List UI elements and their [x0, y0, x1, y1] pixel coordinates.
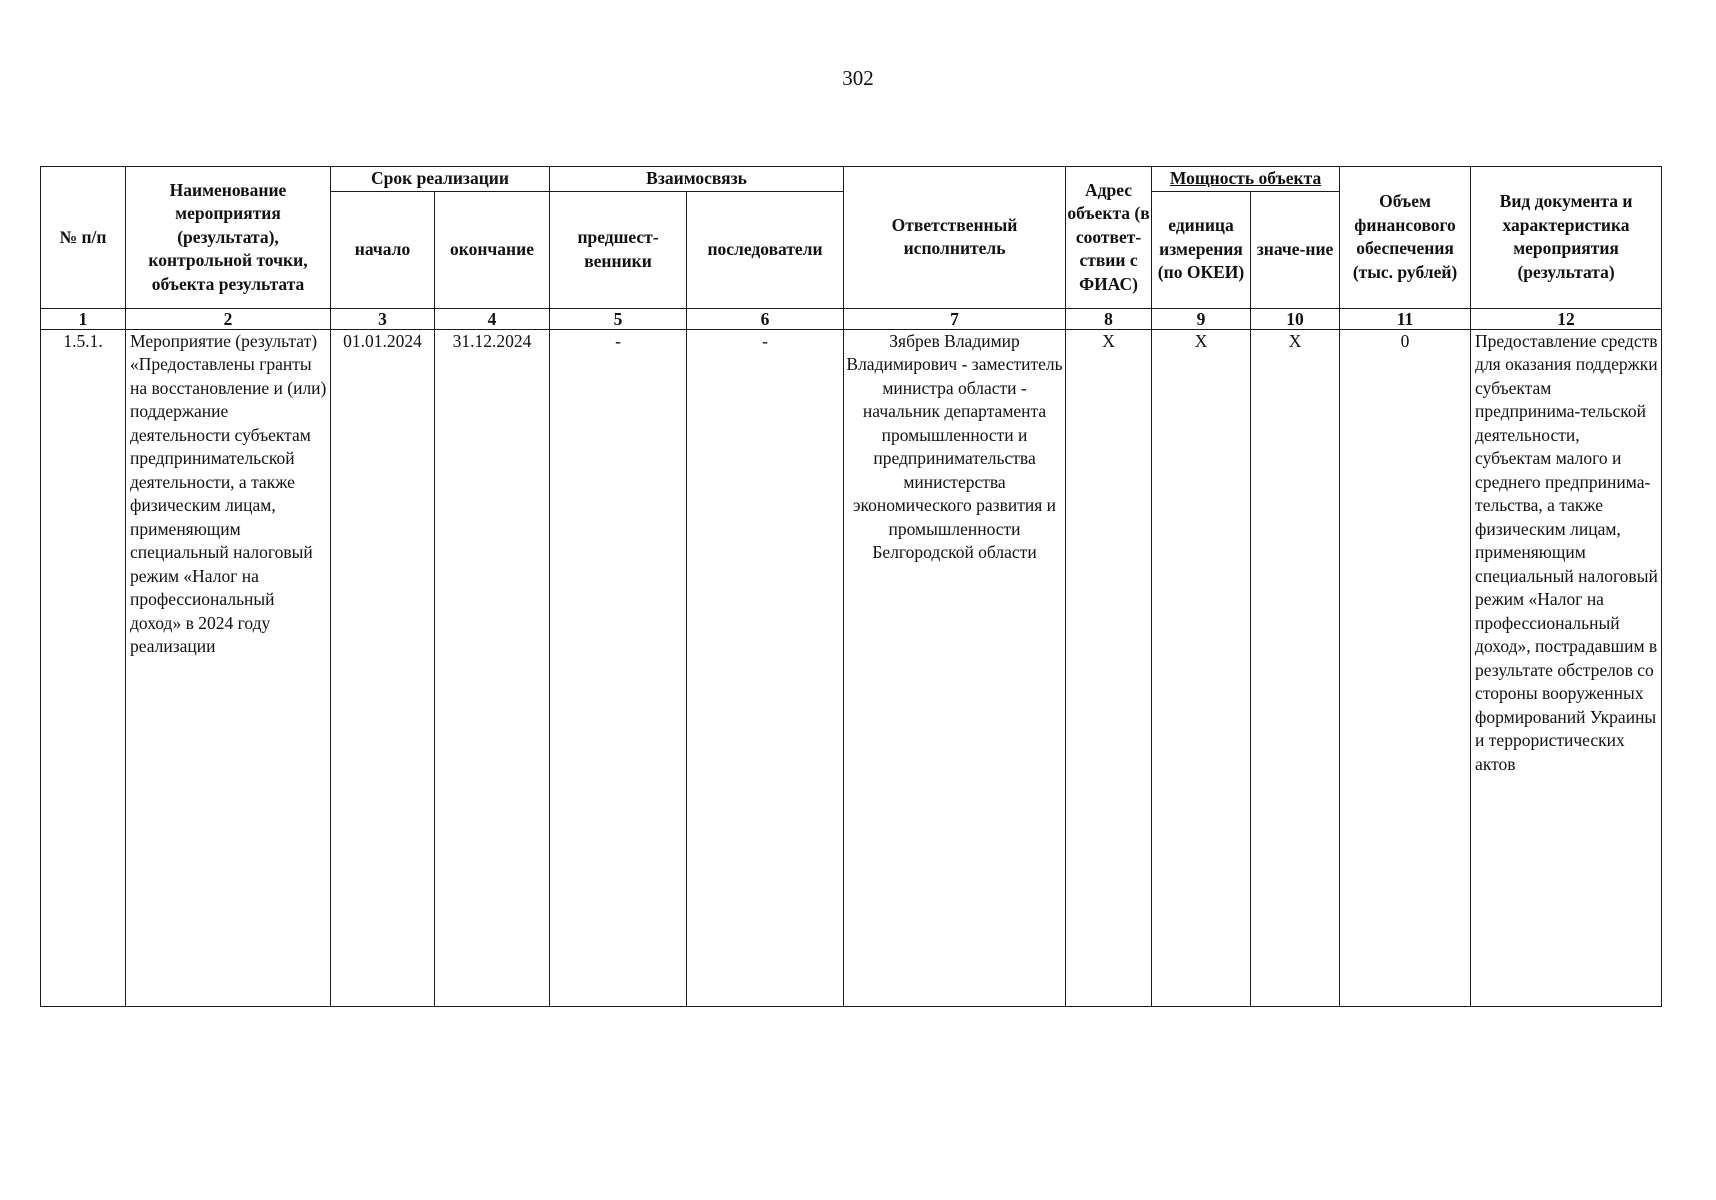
column-number-5: 5: [550, 308, 687, 329]
cell-next: -: [687, 329, 844, 1006]
cell-value: X: [1251, 329, 1340, 1006]
header-term-start: начало: [331, 191, 435, 308]
cell-start: 01.01.2024: [331, 329, 435, 1006]
header-responsible: Ответственный исполнитель: [844, 167, 1066, 309]
header-finance: Объем финансового обеспечения (тыс. рублей): [1340, 167, 1471, 309]
header-link-prev: предшест-венники: [550, 191, 687, 308]
header-address: Адрес объекта (в соответ-ствии с ФИАС): [1066, 167, 1152, 309]
cell-doc-type: Предоставление средств для оказания поддержки субъектам предпринима-тельской деятельности, субъектам малого и среднего предпринима-тельства, а также физическим лицам, применяющим специальный налоговый режим «Налог на профессиональный доход», пострадавшим в результате обстрелов со стороны вооруженных формирований Украины и террористических актов: [1471, 329, 1662, 1006]
column-number-4: 4: [435, 308, 550, 329]
column-number-7: 7: [844, 308, 1066, 329]
column-number-12: 12: [1471, 308, 1662, 329]
cell-num: 1.5.1.: [41, 329, 126, 1006]
header-power-unit: единица измерения (по ОКЕИ): [1152, 191, 1251, 308]
header-doc-type: Вид документа и характеристика мероприятия (результата): [1471, 167, 1662, 309]
column-number-8: 8: [1066, 308, 1152, 329]
column-number-3: 3: [331, 308, 435, 329]
events-table: [40, 166, 1662, 1007]
cell-name: Мероприятие (результат) «Предоставлены гранты на восстановление и (или) поддержание деятельности субъектам предпринимательской деятельности, а также физическим лицам, применяющим специальный налоговый режим «Налог на профессиональный доход» в 2024 году реализации: [126, 329, 331, 1006]
column-number-1: 1: [41, 308, 126, 329]
table-row: [41, 329, 1662, 1006]
page-number: 302: [842, 66, 874, 90]
header-link-group: Взаимосвязь: [550, 167, 844, 192]
header-term-group: Срок реализации: [331, 167, 550, 192]
cell-unit: X: [1152, 329, 1251, 1006]
cell-responsible: Зябрев Владимир Владимирович - заместитель министра области - начальник департамента промышленности и предпринимательства министерства экономического развития и промышленности Белгородской области: [844, 329, 1066, 1006]
cell-prev: -: [550, 329, 687, 1006]
column-number-2: 2: [126, 308, 331, 329]
header-link-next: последователи: [687, 191, 844, 308]
column-number-6: 6: [687, 308, 844, 329]
header-num: № п/п: [41, 167, 126, 309]
cell-end: 31.12.2024: [435, 329, 550, 1006]
header-power-value: значе-ние: [1251, 191, 1340, 308]
column-number-9: 9: [1152, 308, 1251, 329]
header-power-group: Мощность объекта: [1152, 167, 1340, 192]
cell-address: X: [1066, 329, 1152, 1006]
cell-finance: 0: [1340, 329, 1471, 1006]
column-number-10: 10: [1251, 308, 1340, 329]
header-name: Наименование мероприятия (результата), контрольной точки, объекта результата: [126, 167, 331, 309]
header-term-end: окончание: [435, 191, 550, 308]
column-number-11: 11: [1340, 308, 1471, 329]
